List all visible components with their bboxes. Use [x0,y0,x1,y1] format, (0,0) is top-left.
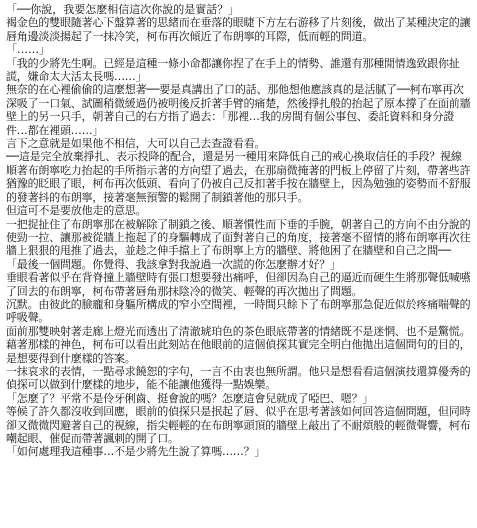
dialogue-paragraph: 「最後一個問題。你覺得、我該拿對我說過一次謊的你怎麼辦才好？」 [6,257,341,271]
narration-paragraph: 褐金色的雙眼隨著心下盤算著的思緒而在垂落的眼睫下方左右游移了片刻後，做出了某種決定的讓唇角邊淡淡揚起了一抹冷笑，柯布再次傾近了布朗寧的耳際，低而輕的問道。 [6,16,471,43]
dialogue-paragraph: 「──你說，我要怎麼相信這次你說的是實話？」 [6,3,240,16]
dialogue-paragraph: 「我的少將先生啊。已經是這種一條小命都讓你捏了在手上的情勢、誰還有那種閒情逸致跟你扯謊，嫌命太大活太長嗎……」 [6,56,460,84]
narration-paragraph: ──這是完全放棄掙扎、表示投降的配合，還是另一種用來降低自己的戒心換取信任的手段？視線順著布朗寧吃力抬起的手所指示著的方向望了過去，在那扇微掩著的門板上停留了片刻，帶著些許猶豫的眨眼了眼，柯布再次低頭、看向了仍被自己反扣著手按在牆壁上，因為勉強的姿勢而不舒服的發著抖的布朗寧，接著毫無預警的鬆開了制鎖著他的那只手。 [6,150,471,204]
narration-paragraph: 垂眼看著似乎在背脊撞上牆壁時有張口想要發出痛呼，但卻因為自己的逼近而硬生生將那聲低喊嚥了回去的布朗寧，柯布帶著唇角那抹陰冷的微笑、輕聲的再次拋出了問題。 [6,271,471,298]
narration-paragraph: 言下之意就是如果他不相信，大可以自己去查證看看。 [6,137,266,151]
dialogue-paragraph: 「怎麼了？平常不是伶牙俐齒、挺會說的嗎？怎麼這會兒就成了啞巴、嗯？」 [6,391,374,405]
dialogue-paragraph: 「如何處理我這種事…不是少將先生說了算嗎……？」 [6,445,266,459]
narration-paragraph: 無奈的在心裡偷偷的這麼想著──要是真講出了口的話、那他想他應該真的是活膩了──柯布寧再次深吸了一口氣、試圖稍微緩過仍被明後反折著手臂的痛楚，然後掙扎般的抬起了原本撐了在面前牆壁上的另一只手，朝著自己的右方指了過去：「那裡…我的房間有個公事包、委託資料和身分證件…都在裡頭……」 [6,83,471,137]
narration-paragraph: 一把捉扯住了布朗寧那在被解除了制鎖之後、順著慣性而下垂的手腕，朝著自己的方向不由分說的使勁一拉、讓那被從牆上拖起了的身驅轉成了面對著自己的角度，接著毫不留情的將布朗寧再次往牆上狠狠的甩推了過去，並趁之伸手擋上了布朗寧上方的牆壁、將他困了在牆壁和自己之間── [6,217,471,258]
dialogue-paragraph: 「……」 [6,43,50,57]
narration-paragraph: 一抹哀求的表情，一點尋求饒恕的字句，一言不由衷也無所謂。他只是想看看這個演技還算優秀的偵探可以做到什麼樣的地步，能不能讓他獲得一點娛樂。 [6,364,471,392]
narration-paragraph: 等候了許久都沒收到回應，眼前的偵探只是抿起了唇、似乎在思考著該如何回答這個問題，但同時卻又微微閃避著自己的視線，指尖輕輕的在布朗寧頭頂的牆壁上敲出了不耐煩般的輕微聲響，柯布嘲起眼、催促而帶著諷刺的開了口。 [6,405,471,445]
narration-paragraph: 面前那雙映射著走廊上燈光而透出了清澈琥珀色的茶色眼底帶著的情緒既不是迷惘、也不是驚慌。藉著那樣的神色，柯布可以看出此刻站在他眼前的這個偵探其實完全明白他拋出這個問句的目的，是想要得到什麼樣的答案。 [6,324,471,365]
narration-paragraph: 沉默。由彼此的臉龐和身軀所構成的窄小空間裡，一時間只餘下了布朗寧那急促近似於疼痛喘聲的呼吸聲。 [6,297,471,325]
narration-paragraph: 但這可不是要放他走的意思。 [6,204,147,218]
